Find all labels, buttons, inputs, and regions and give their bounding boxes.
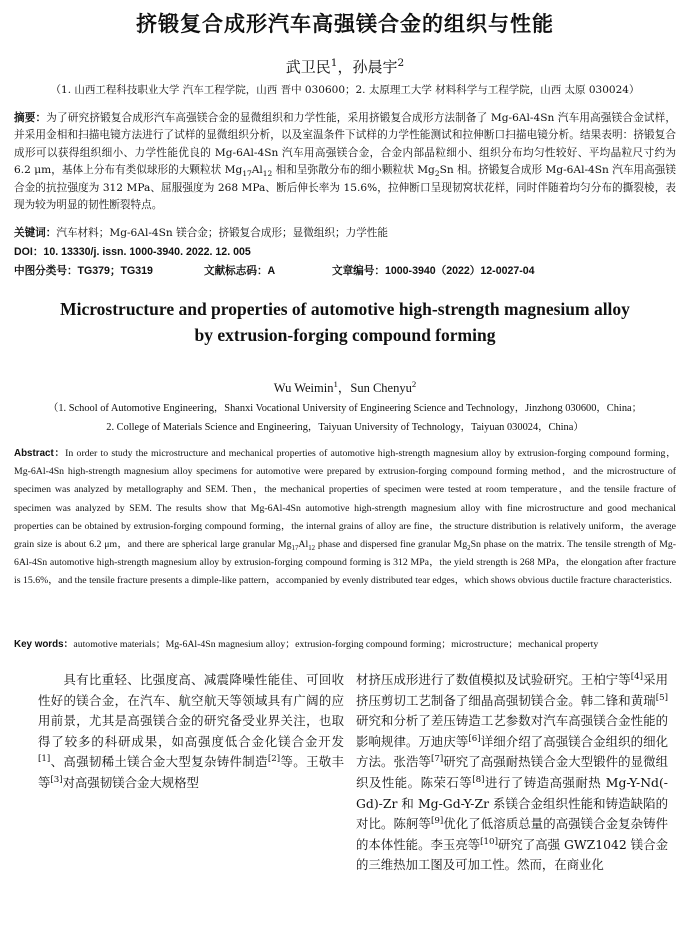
abstract-en	[14, 445, 676, 591]
author-2: 孙晨宇	[352, 58, 398, 76]
citation: [3]	[50, 774, 63, 785]
abstract-cn-text: Sn 相。挤锻复合成形 Mg-6Al-4Sn 汽车用高强镁合金的抗拉强度为 312 MPa、屈服强度为 268 MPa、断后伸长率为 15.6%，拉伸断口呈现韧窝状花样，同时伴随着均匀分布的撕裂棱，表现为较为明显的韧性断裂特点。	[14, 164, 676, 212]
citation: [6]	[468, 733, 481, 744]
clc-number: 中图分类号：TG379；TG319	[14, 265, 153, 277]
authors-cn	[14, 56, 676, 77]
subscript: 17	[242, 169, 252, 179]
doi: DOI：10. 13330/j. issn. 1000-3940. 2022. 12. 005	[14, 246, 251, 258]
body-text: 研究了高强 GWZ1042 镁合金的三维热加工图及可加工性。然而，在商业化	[356, 836, 668, 873]
author-2-affil: 2	[397, 57, 405, 69]
abstract-cn-text: 相和呈弥散分布的细小颗粒状 Mg	[272, 164, 435, 177]
subscript: 2	[467, 544, 471, 552]
abstract-label-en: Abstract：	[14, 448, 66, 459]
body-text: 、高强韧稀土镁合金大型复杂铸件制造	[50, 754, 268, 770]
abstract-en-text: Sn phase on the matrix. The tensile strength of Mg-6Al-4Sn automotive high-strength magnesium alloy by extrusion-forging compound forming is 312 MPa，the yield strength is 268 MPa，the elongation after fracture is 15.6%，and the tensile fracture presents a dimple-like pattern，accompanied by evenly distributed tear edges，which shows obvious ductile fracture characteristics.	[14, 539, 676, 587]
affiliation-cn: （1. 山西工程科技职业大学 汽车工程学院，山西 晋中 030600；2. 太原理工大学 材料科学与工程学院，山西 太原 030024）	[50, 84, 640, 96]
citation: [9]	[430, 816, 444, 827]
author-1: 武卫民	[285, 58, 331, 76]
citation: [1]	[38, 754, 51, 765]
author-1-affil: 1	[330, 57, 338, 69]
author-2-en-affil: 2	[411, 378, 417, 389]
body-text: 具有比重轻、比强度高、减震降噪性能佳、可回收性好的镁合金，在汽车、航空航天等领域具有广阔的应用前景，尤其是高强镁合金的研究备受业界关注，也取得了较多的科研成果，如高强度低合金化镁合金开发	[38, 672, 344, 749]
citation: [2]	[267, 754, 281, 765]
author-2-en: Sun Chenyu	[350, 381, 412, 395]
subscript: 12	[262, 169, 273, 179]
body-text: 详细介绍了高强镁合金组织的细化方法。张浩等	[356, 733, 669, 770]
body-column-left	[38, 670, 344, 794]
citation: [5]	[655, 692, 668, 703]
abstract-cn	[14, 110, 676, 214]
keywords-label-cn: 关键词：	[14, 227, 57, 239]
subscript: 2	[434, 169, 440, 179]
abstract-en-text: Al	[298, 539, 309, 551]
keywords-label-en: Key words：	[14, 639, 74, 650]
author-separator: ，	[337, 58, 353, 76]
subscript: 17	[291, 544, 299, 552]
paper-title-en	[14, 296, 676, 348]
body-text: 对高强韧镁合金大规格型	[62, 774, 199, 790]
citation: [4]	[630, 671, 644, 682]
body-text: 采用挤压剪切工艺制备了细晶高强韧镁合金。韩二锋和黄瑞	[356, 672, 669, 708]
authors-en	[14, 378, 676, 396]
affiliation-en-line-1: （1. School of Automotive Engineering，Shanxi Vocational University of Engineering Science and Technology，Jinzhong 030600，China；	[47, 403, 643, 414]
paper-title-cn: 挤锻复合成形汽车高强镁合金的组织与性能	[136, 12, 554, 36]
keywords-text-cn: 汽车材料；Mg-6Al-4Sn 镁合金；挤锻复合成形；显微组织；力学性能	[56, 227, 388, 239]
citation: [8]	[472, 774, 485, 785]
affiliation-en-line-2: 2. College of Materials Science and Engineering，Taiyuan University of Technology，Taiyuan 030024，China）	[106, 422, 584, 433]
body-text: 等。王敬丰等	[38, 754, 345, 790]
classification-line	[14, 263, 676, 278]
body-column-right	[356, 670, 668, 876]
article-number: 文章编号：1000-3940（2022）12-0027-04	[332, 265, 535, 277]
body-text: 优化了低溶质总量的高强镁合金复杂铸件的本体性能。李玉亮等	[356, 816, 669, 852]
body-text: 进行了铸造高强耐热 Mg-Y-Nd(-Gd)-Zr 和 Mg-Gd-Y-Zr 系镁合金组织性能和铸造缺陷的对比。陈舸等	[356, 774, 668, 832]
document-code: 文献标志码：A	[204, 265, 276, 277]
affiliation-en	[14, 399, 676, 437]
body-text: 材挤压成形进行了数值模拟及试验研究。王柏宁等	[356, 672, 631, 687]
body-text: 研究和分析了差压铸造工艺参数对汽车高强镁合金性能的影响规律。万迪庆等	[356, 713, 668, 749]
keywords-en	[14, 636, 676, 650]
title-en-line-2: by extrusion-forging compound forming	[194, 325, 496, 345]
author-separator-en: ，	[337, 381, 351, 395]
abstract-cn-text: 为了研究挤锻复合成形汽车高强镁合金的显微组织和力学性能，采用挤锻复合成形方法制备了 Mg-6Al-4Sn 汽车用高强镁合金试样，并采用金相和扫描电镜方法进行了试样的显微组织分析，以及室温条件下试样的力学性能测试和拉伸断口扫描电镜分析。结果表明：挤锻复合成形可以获得组织细小、力学性能优良的 Mg-6Al-4Sn 汽车用高强镁合金，合金内部晶粒细小、组织分布均匀性较好、平均晶粒尺寸约为 6.2 μm，基体上分布有类似球形的大颗粒状 Mg	[14, 112, 676, 177]
abstract-en-text: phase and dispersed fine granular Mg	[315, 539, 468, 551]
author-1-en-affil: 1	[333, 378, 338, 389]
keywords-cn	[14, 225, 676, 240]
title-en-line-1: Microstructure and properties of automotive high-strength magnesium alloy	[60, 299, 630, 319]
abstract-label-cn: 摘要：	[14, 112, 47, 124]
author-1-en: Wu Weimin	[273, 381, 334, 395]
subscript: 12	[308, 544, 316, 552]
citation: [10]	[480, 836, 498, 847]
abstract-cn-text: Al	[251, 164, 263, 177]
keywords-text-en: automotive materials；Mg-6Al-4Sn magnesium alloy；extrusion-forging compound forming；microstructure；mechanical property	[73, 639, 599, 650]
abstract-en-text: In order to study the microstructure and mechanical properties of automotive high-strength magnesium alloy by extrusion-forging compound forming，Mg-6Al-4Sn high-strength magnesium alloy specimens for automotive were prepared by extrusion-forging compound forming method，and the microstructure of specimen was analyzed by metallography and SEM. Then，the mechanical properties of specimen were tested at room temperature，and the tensile fracture of specimen was analyzed by SEM. The results show that Mg-6Al-4Sn automotive high-strength magnesium alloy with fine microstructure and good mechanical properties can be obtained by extrusion-forging compound forming，the internal grains of alloy are fine，the structure distribution is relatively uniform，the average grain size is about 6.2 μm，and there are spherical large granular Mg	[14, 448, 676, 551]
citation: [7]	[430, 754, 444, 765]
body-text: 研究了高强耐热镁合金大型锻件的显微组织及性能。陈荣石等	[356, 754, 669, 790]
